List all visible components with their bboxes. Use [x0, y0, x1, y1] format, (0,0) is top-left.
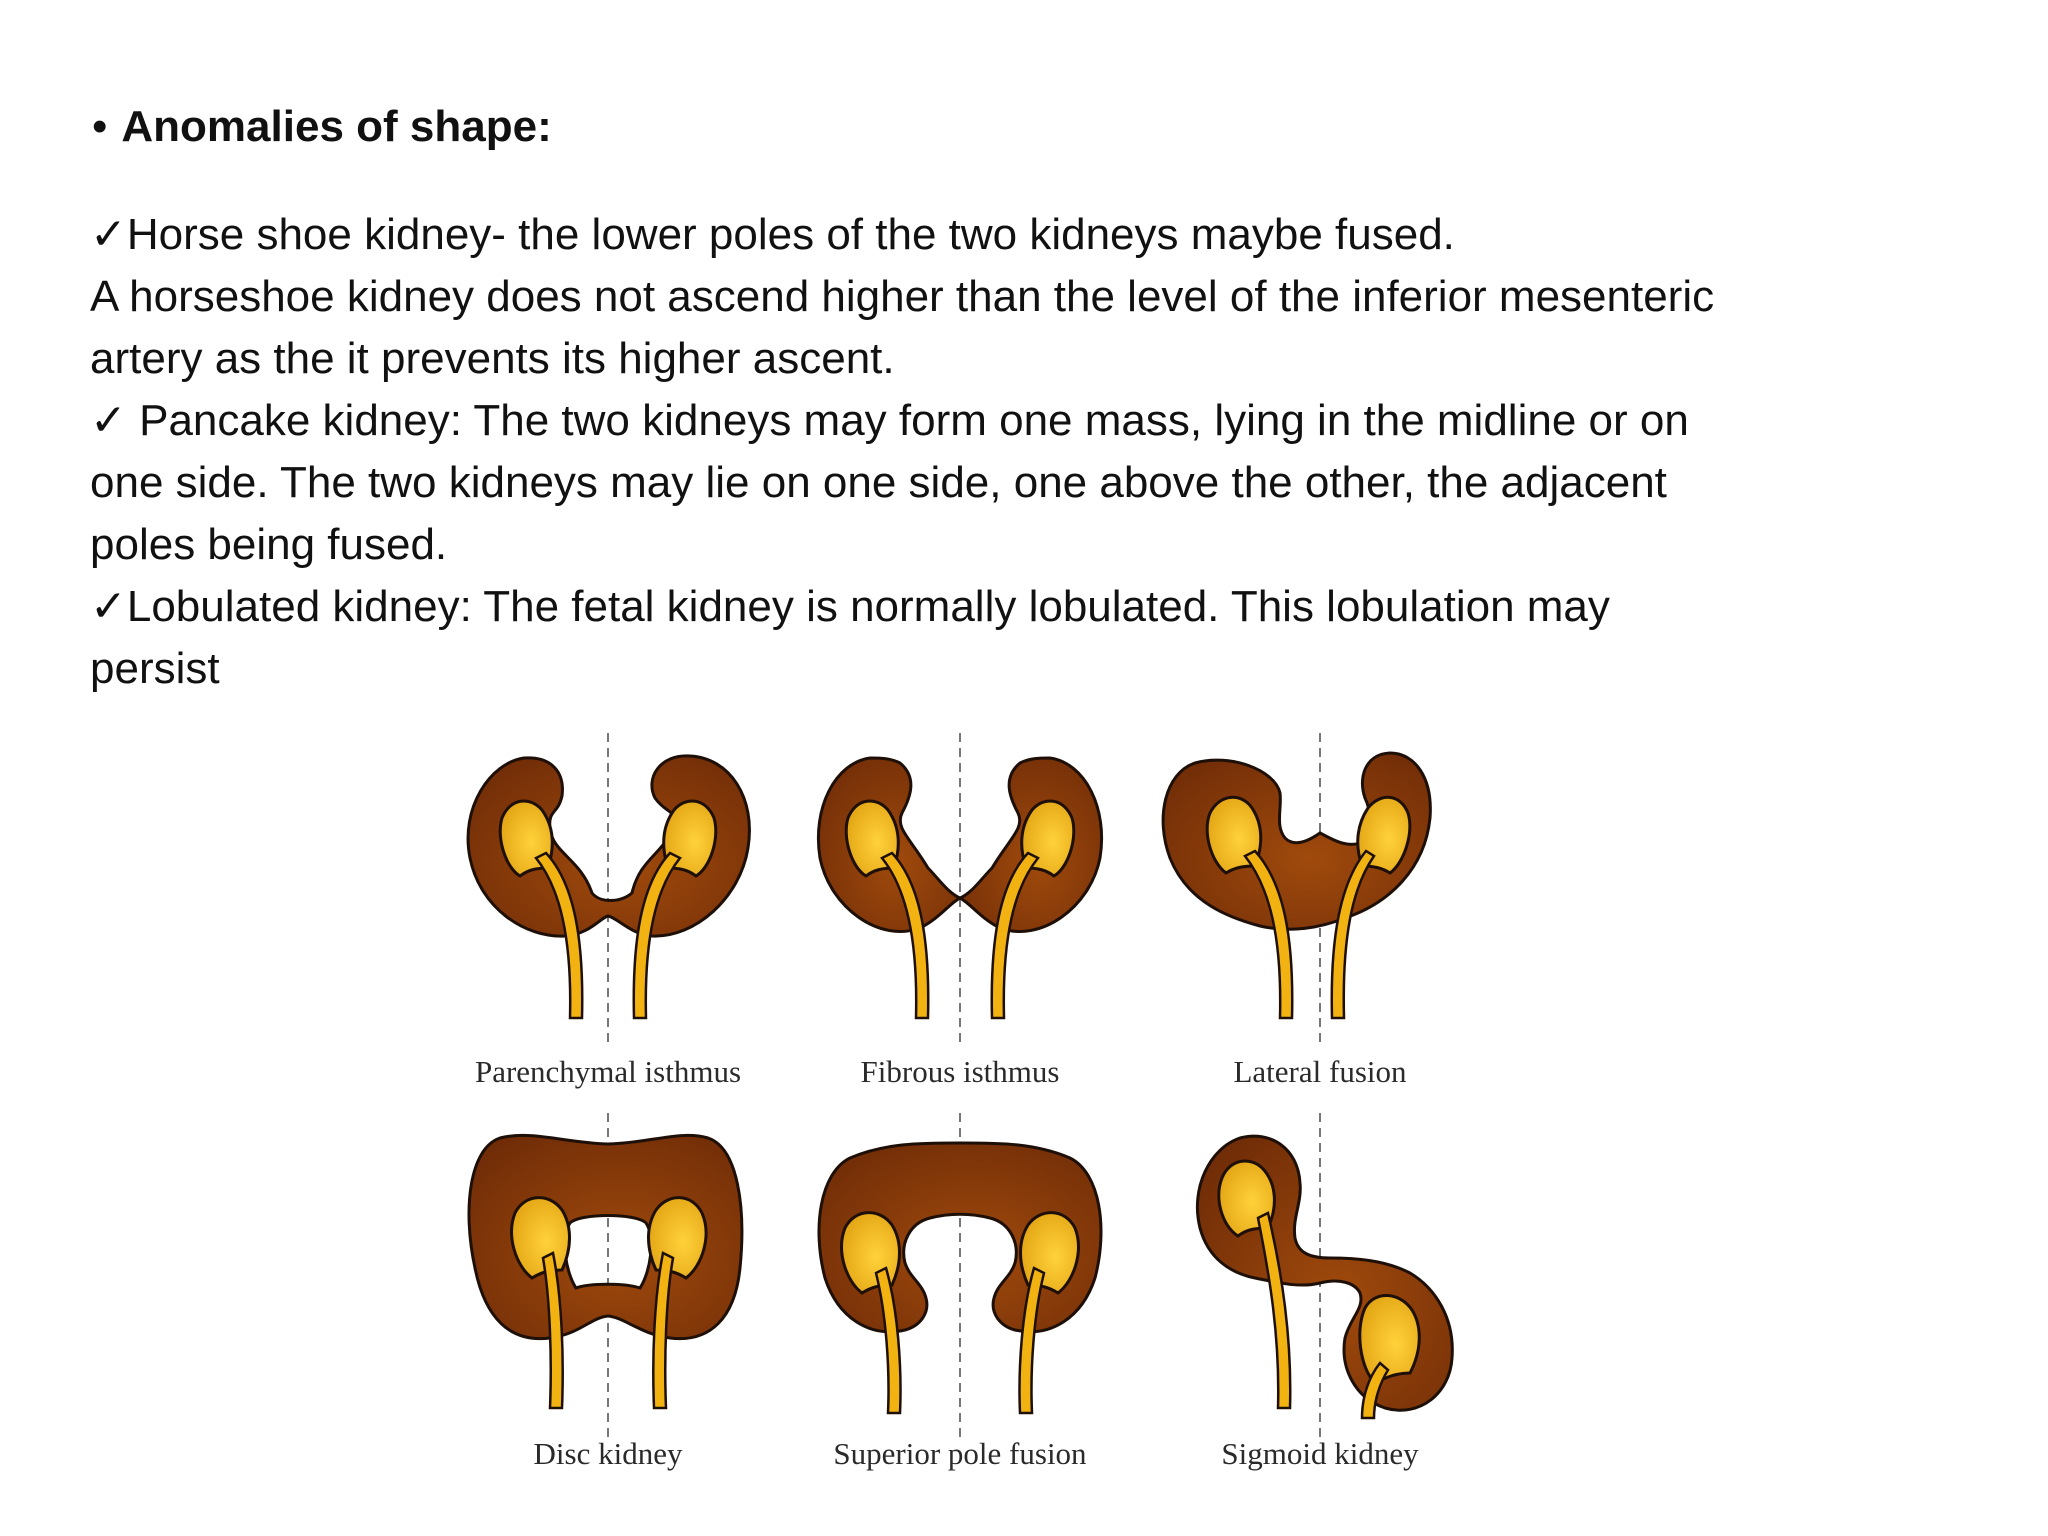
panel-label: Lateral fusion [1233, 1054, 1407, 1089]
body-line: artery as the it prevents its higher ascent. [90, 334, 895, 383]
slide-heading [92, 102, 552, 152]
panel-label: Sigmoid kidney [1221, 1436, 1419, 1471]
lateral-fusion-illustration [1163, 733, 1430, 1043]
superior-pole-fusion-illustration [819, 1113, 1101, 1438]
panel-label: Parenchymal isthmus [474, 1054, 742, 1089]
renal-pelvis [512, 1198, 570, 1278]
kidney-anomalies-figure [440, 718, 1490, 1498]
body-line: persist [90, 644, 220, 693]
heading-text: Anomalies of shape: [121, 102, 552, 151]
heading-bullet: • [92, 102, 108, 151]
body-line: ✓ Pancake kidney: The two kidneys may form one mass, lying in the midline or on [90, 396, 1689, 445]
body-line: poles being fused. [90, 520, 448, 569]
renal-pelvis [649, 1198, 707, 1278]
body-text [90, 204, 1990, 700]
sigmoid-kidney-illustration [1197, 1113, 1452, 1438]
fibrous-isthmus-illustration [818, 733, 1101, 1043]
disc-kidney-illustration [469, 1113, 742, 1438]
renal-pelvis [1021, 1213, 1079, 1293]
body-line: ✓Horse shoe kidney- the lower poles of the two kidneys maybe fused. [90, 210, 1455, 259]
body-line: one side. The two kidneys may lie on one side, one above the other, the adjacent [90, 458, 1667, 507]
body-line: ✓Lobulated kidney: The fetal kidney is normally lobulated. This lobulation may [90, 582, 1610, 631]
body-line: A horseshoe kidney does not ascend higher than the level of the inferior mesenteric [90, 272, 1715, 321]
panel-label: Disc kidney [533, 1436, 683, 1471]
kidney-illustrations [440, 718, 1490, 1498]
renal-pelvis [842, 1213, 900, 1293]
panel-label: Superior pole fusion [833, 1436, 1087, 1471]
parenchymal-isthmus-illustration [468, 733, 749, 1043]
panel-label: Fibrous isthmus [860, 1054, 1060, 1089]
